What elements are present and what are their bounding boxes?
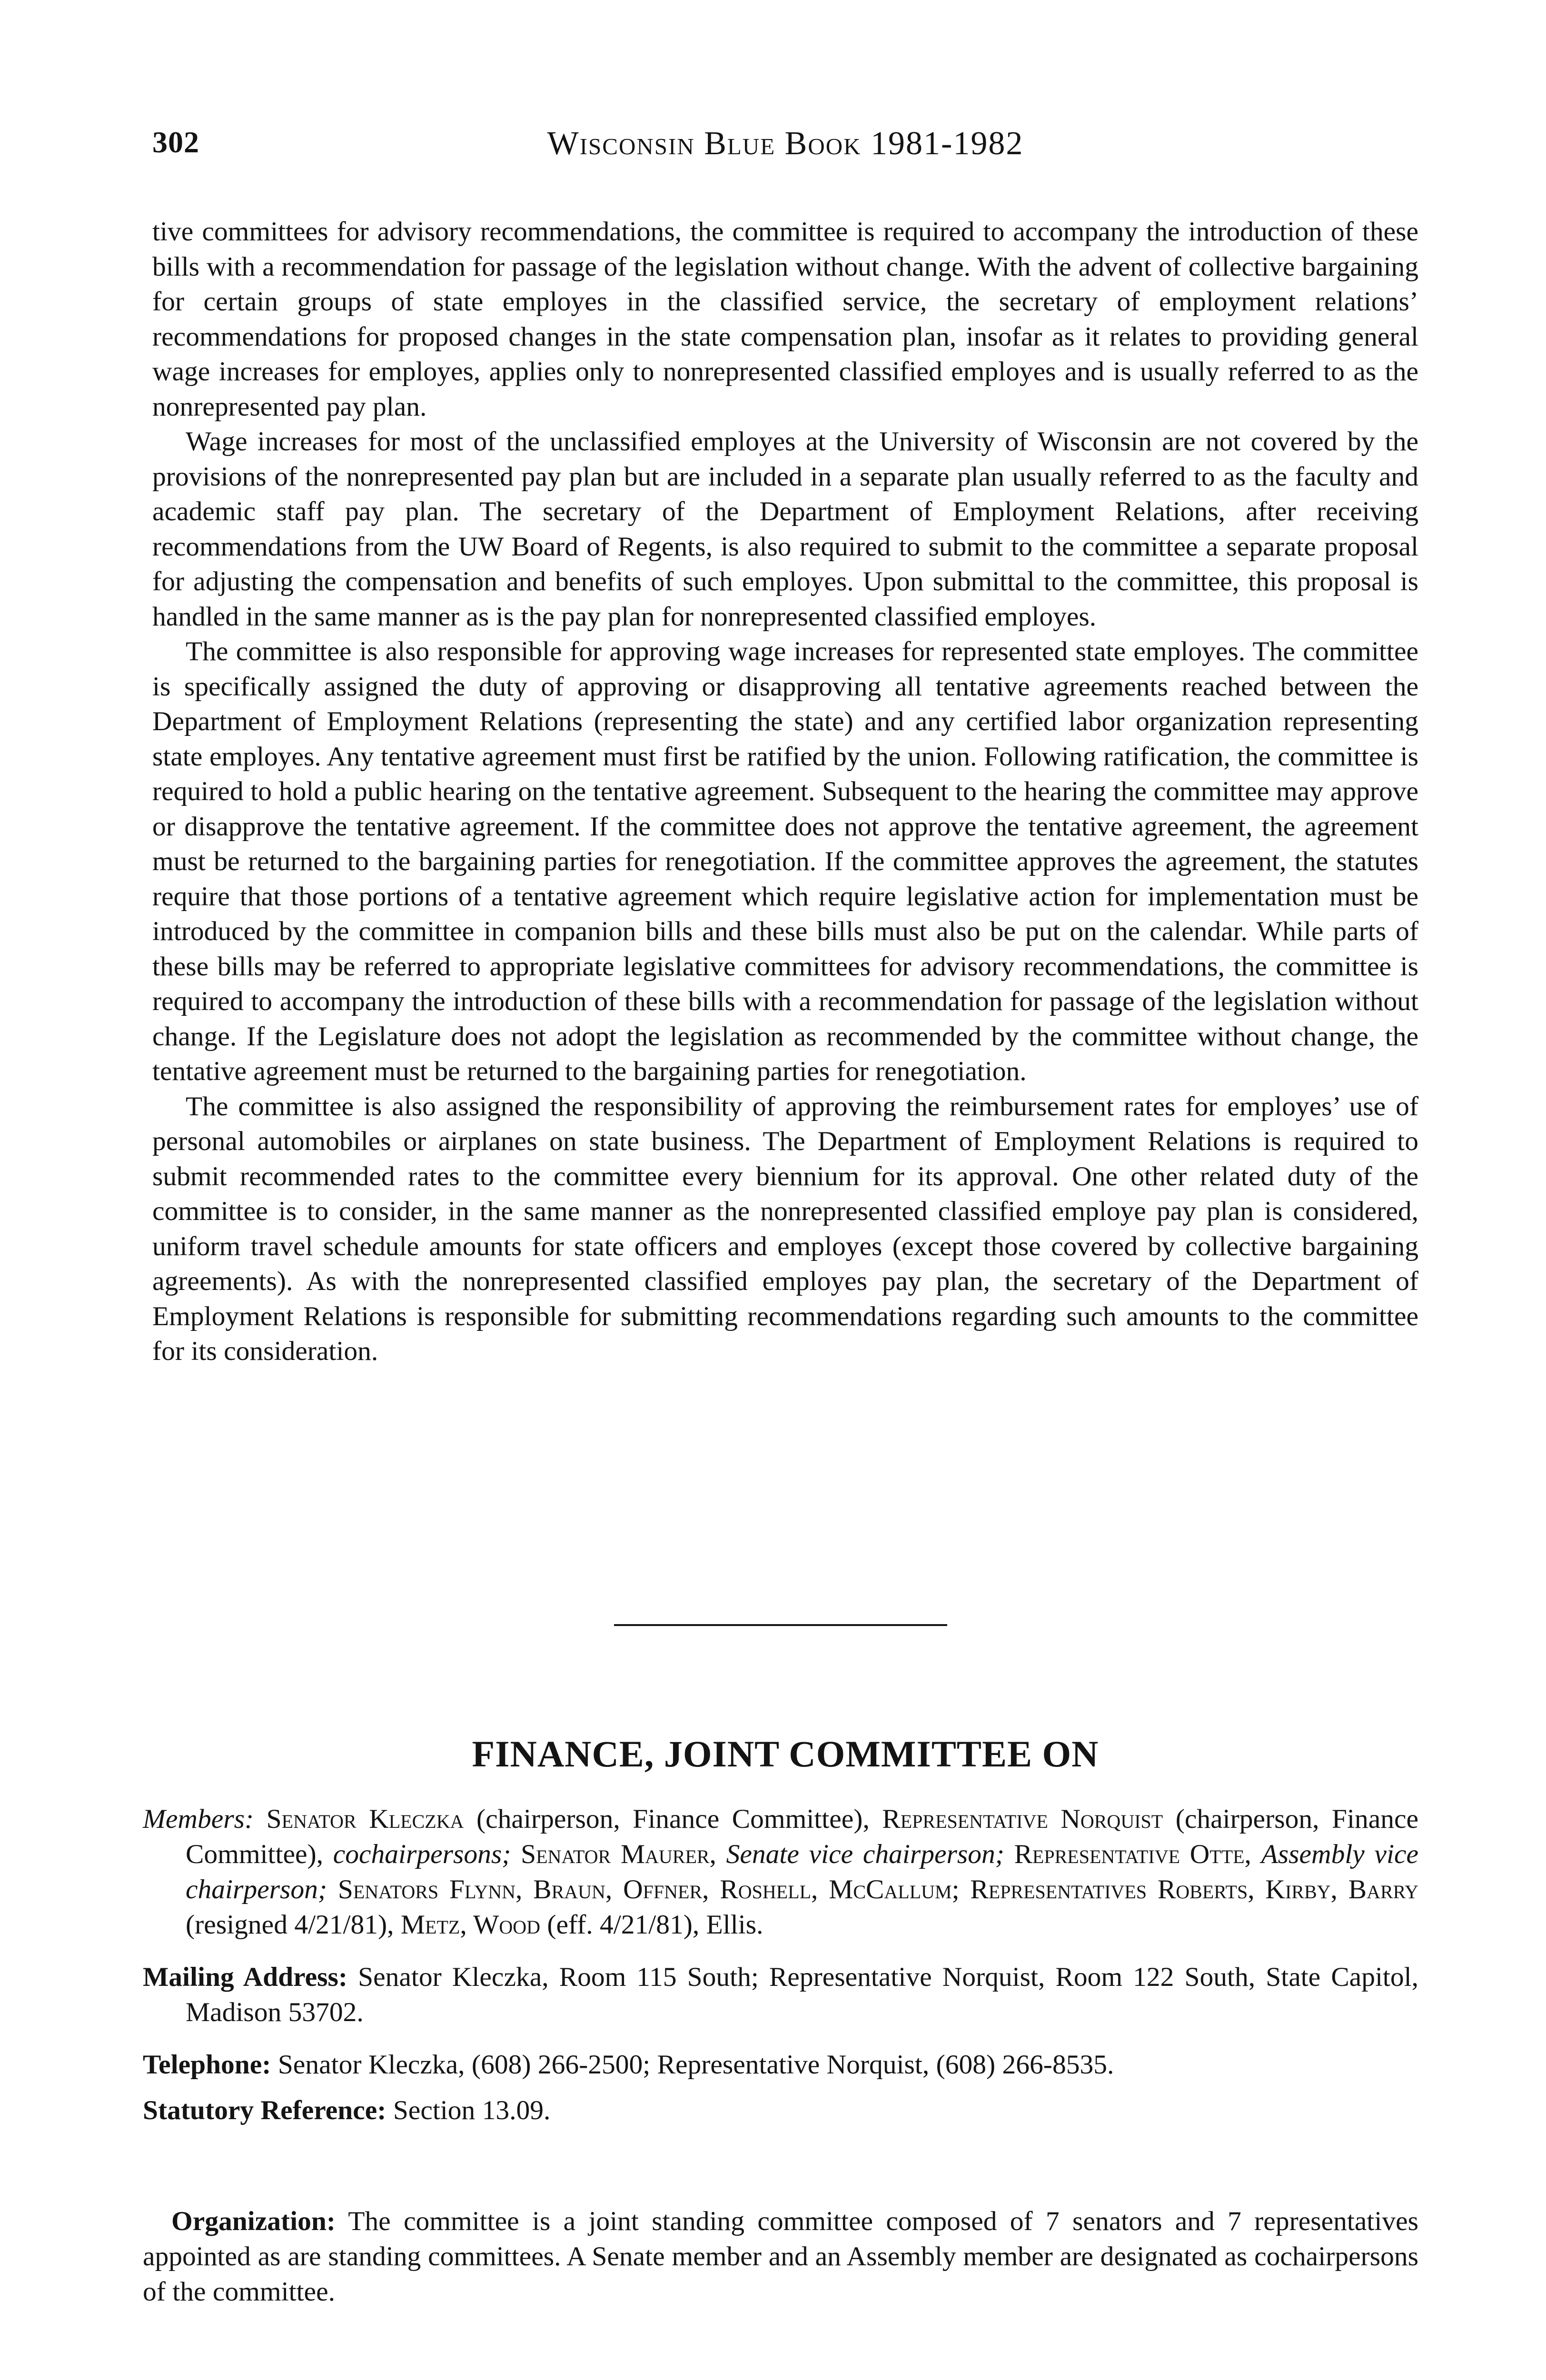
members-label: Members: [143, 1804, 254, 1834]
member-name: Metz, Wood [400, 1910, 540, 1940]
committee-entries [143, 1802, 1418, 2145]
page-number: 302 [152, 125, 199, 159]
spacer-text [327, 1874, 338, 1904]
section-divider [614, 1624, 947, 1626]
members-entry [143, 1802, 1418, 1943]
organization-label: Organization: [171, 2206, 336, 2236]
running-head [152, 125, 1418, 172]
organization-value: The committee is a joint standing committee composed of 7 senators and 7 representatives appointed as are standing committees. A Senate member and an Assembly member are designated as cochairpersons of the committee. [143, 2206, 1418, 2307]
paragraph: The committee is also responsible for approving wage increases for represented state employes. The committee is specifically assigned the duty of approving or disapproving all tentative agreements reached between the Department of Employment Relations (representing the state) and any certified labor organization representing state employes. Any tentative agreement must first be ratified by the union. Following ratification, the committee is required to hold a public hearing on the tentative agreement. Subsequent to the hearing the committee may approve or disapprove the tentative agreement. If the committee does not approve the tentative agreement, the agreement must be returned to the bargaining parties for renegotiation. If the committee approves the agreement, the statutes require that those portions of a tentative agreement which require legislative action for implementation must be introduced by the committee in companion bills and these bills must also be put on the calendar. While parts of these bills may be referred to appropriate legislative committees for advisory recommendations, the committee is required to accompany the introduction of these bills with a recommendation for passage of the legislation without change. If the Legislature does not adopt the legislation as recommended by the committee without change, the tentative agreement must be returned to the bargaining parties for renegotiation. [152, 636, 1418, 1086]
telephone-value: Senator Kleczka, (608) 266-2500; Representative Norquist, (608) 266-8535. [277, 2050, 1114, 2080]
member-note: (chairperson, Finance Committee), [186, 1804, 1419, 1869]
member-name: Senator Maurer, [521, 1839, 716, 1869]
mailing-address-value: Senator Kleczka, Room 115 South; Representative Norquist, Room 122 South, State Capitol, Madison 53702. [186, 1962, 1419, 2027]
statutory-reference-value: Section 13.09. [393, 2095, 551, 2125]
telephone-entry [143, 2047, 1418, 2082]
paragraph: Wage increases for most of the unclassified employes at the University of Wisconsin are not covered by the provisions of the nonrepresented pay plan but are included in a separate plan usually referred to as the faculty and academic staff pay plan. The secretary of the Department of Employment Relations, after receiving recommendations from the UW Board of Regents, is also required to submit to the committee a separate proposal for adjusting the compensation and benefits of such employes. Upon submittal to the committee, this proposal is handled in the same manner as is the pay plan for nonrepresented classified employes. [152, 426, 1418, 632]
organization-entry [143, 2204, 1418, 2310]
member-role: cochairpersons; [333, 1839, 511, 1869]
running-title: Wisconsin Blue Book 1981-1982 [547, 125, 1024, 162]
section-heading: FINANCE, JOINT COMMITTEE ON [472, 1733, 1099, 1775]
member-note: (eff. 4/21/81), Ellis. [540, 1910, 763, 1940]
body-text [152, 214, 1418, 1369]
telephone-label: Telephone: [143, 2050, 271, 2080]
member-role: Senate vice chairperson; [726, 1839, 1004, 1869]
spacer-text [1251, 1839, 1261, 1869]
spacer-text [511, 1839, 521, 1869]
member-role: Assembly vice chairperson; [186, 1839, 1419, 1904]
member-name: Senator Kleczka [266, 1804, 464, 1834]
member-name: Representative Otte, [1014, 1839, 1251, 1869]
paragraph: tive committees for advisory recommendations, the committee is required to accompany the introduction of these bills with a recommendation for passage of the legislation without change. With the advent of collective bargaining for certain groups of state employes in the classified service, the secretary of employment relations’ recommendations for proposed changes in the state compensation plan, insofar as it relates to providing general wage increases for employes, applies only to nonrepresented classified employes and is usually referred to as the nonrepresented pay plan. [152, 217, 1418, 422]
member-name: Representative Norquist [882, 1804, 1163, 1834]
mailing-address-label: Mailing Address: [143, 1962, 348, 1992]
spacer-text [716, 1839, 726, 1869]
statutory-reference-entry [143, 2093, 1418, 2128]
statutory-reference-label: Statutory Reference: [143, 2095, 386, 2125]
paragraph: The committee is also assigned the responsibility of approving the reimbursement rates for employes’ use of personal automobiles or airplanes on state business. The Department of Employment Relations is required to submit recommended rates to the committee every biennium for its approval. One other related duty of the committee is to consider, in the same manner as the nonrepresented classified employe pay plan is considered, uniform travel schedule amounts for state officers and employes (except those covered by collective bargaining agreements). As with the nonrepresented classified employes pay plan, the secretary of the Department of Employment Relations is responsible for submitting recommendations regarding such amounts to the committee for its consideration. [152, 1091, 1418, 1366]
mailing-address-entry [143, 1960, 1418, 2030]
spacer-text [1004, 1839, 1014, 1869]
member-note: (chairperson, Finance Committee), [464, 1804, 882, 1834]
member-note: (resigned 4/21/81), [186, 1910, 401, 1940]
member-name: Senators Flynn, Braun, Offner, Roshell, McCallum; Representatives Roberts, Kirby, Barry [337, 1874, 1418, 1904]
